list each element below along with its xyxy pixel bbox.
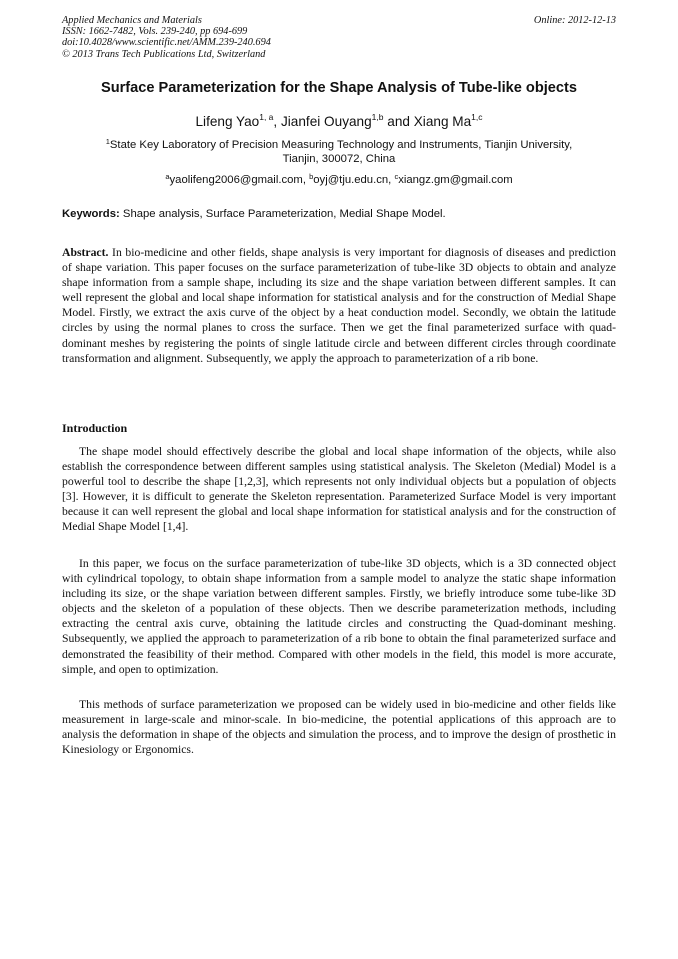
affiliation-line: State Key Laboratory of Precision Measuring Technology and Instruments, Tianjin University,: [109, 139, 573, 151]
email-separator: ,: [388, 174, 395, 186]
affiliation-mark: 1: [105, 137, 110, 146]
journal-name: Applied Mechanics and Materials: [62, 15, 202, 26]
email-address[interactable]: yaolifeng2006@gmail.com: [169, 174, 303, 186]
issn-line: ISSN: 1662-7482, Vols. 239-240, pp 694-699: [62, 26, 248, 38]
email-mark: c: [394, 172, 399, 181]
author-name: Lifeng Yao: [195, 114, 260, 129]
affiliation-line: Tianjin, 300072, China: [282, 153, 396, 165]
affiliation: [62, 138, 616, 166]
email-address[interactable]: oyj@tju.edu.cn: [313, 174, 389, 186]
author-separator: and: [383, 114, 414, 129]
author-list: [62, 114, 616, 129]
author-name: Xiang Ma: [413, 114, 472, 129]
email-mark: b: [309, 172, 314, 181]
online-date: Online: 2012-12-13: [533, 15, 616, 26]
email-address[interactable]: xiangz.gm@gmail.com: [398, 174, 513, 186]
email-list: [62, 174, 616, 186]
doi-line: doi:10.4028/www.scientific.net/AMM.239-240.694: [62, 37, 271, 49]
intro-paragraph: In this paper, we focus on the surface parameterization of tube-like 3D objects, which is a 3D connected object with cylindrical topology, to obtain shape information from a sample model to analyze the static shape information including its size, or the shape variation between different samples. Firstly, we briefly introduce some tube-like 3D objects and the skeleton of a population of these objects. Then we describe parameterization methods, including extracting the central axis curve, obtaining the latitude circles and constructing the Quad-dominant meshing. Subsequently, we applied the approach to parameterization of a rib bone to obtain the final parameterized surface and demonstrated the feasibility of their method. Compared with other models in the field, this model is more accurate, simple, and open to optimization.: [62, 557, 616, 676]
paper-title: Surface Parameterization for the Shape Analysis of Tube-like objects: [100, 80, 578, 96]
abstract-text: In bio-medicine and other fields, shape analysis is very important for diagnosis of diseases and prediction of shape variation. This paper focuses on the surface parameterization of tube-like 3D objects to obtain and analyze shape information from a sample shape, including its size and the shape variation between different samples. It can well represent the global and local shape information for statistical analysis and for the construction of Medial Shape Model. Firstly, we extract the axis curve of the object by a heat conduction model. Secondly, we obtain the latitude circles by using the normal planes to cross the surface. Then we get the final parameterized surface with quad-dominant meshes by registering the points of single latitude circle and between different circles through coordinate transformation and alignment. Subsequently, we apply the approach to parameterization of a rib bone.: [62, 246, 616, 365]
intro-paragraph: The shape model should effectively describe the global and local shape information of the objects, while also establish the correspondence between different samples using statistical analysis. The Skeleton (Medial) Model is a powerful tool to describe the shape [1,2,3], which represents not only individual objects but a population of objects [3]. However, it is difficult to generate the Skeleton representation. Parameterized Surface Model is very important because it can well represent the global and local shape information for statistical analysis and for the construction of Medial Shape Model [1,4].: [62, 445, 616, 534]
author-separator: ,: [273, 114, 281, 129]
email-mark: a: [165, 172, 170, 181]
author-affiliation-mark: 1, a: [259, 112, 274, 122]
keywords-text: Shape analysis, Surface Parameterization, Medial Shape Model.: [119, 208, 446, 220]
keywords-label: Keywords:: [62, 208, 120, 220]
author-affiliation-mark: 1,c: [471, 112, 483, 122]
author-affiliation-mark: 1,b: [371, 112, 384, 122]
journal-header: [62, 15, 616, 60]
author-name: Jianfei Ouyang: [280, 114, 372, 129]
email-separator: ,: [302, 174, 310, 186]
abstract: [62, 245, 616, 366]
copyright-line: © 2013 Trans Tech Publications Ltd, Switzerland: [62, 48, 266, 60]
abstract-label: Abstract.: [62, 246, 109, 259]
section-heading-introduction: Introduction: [62, 421, 128, 435]
keywords: [62, 208, 616, 220]
intro-paragraph: This methods of surface parameterization we proposed can be widely used in bio-medicine and other fields like measurement in large-scale and minor-scale. In bio-medicine, the potential applications of this approach are to analysis the deformation in shape of the objects and simulation the process, and to improve the design of prosthetic in Kinesiology or Ergonomics.: [62, 698, 616, 757]
